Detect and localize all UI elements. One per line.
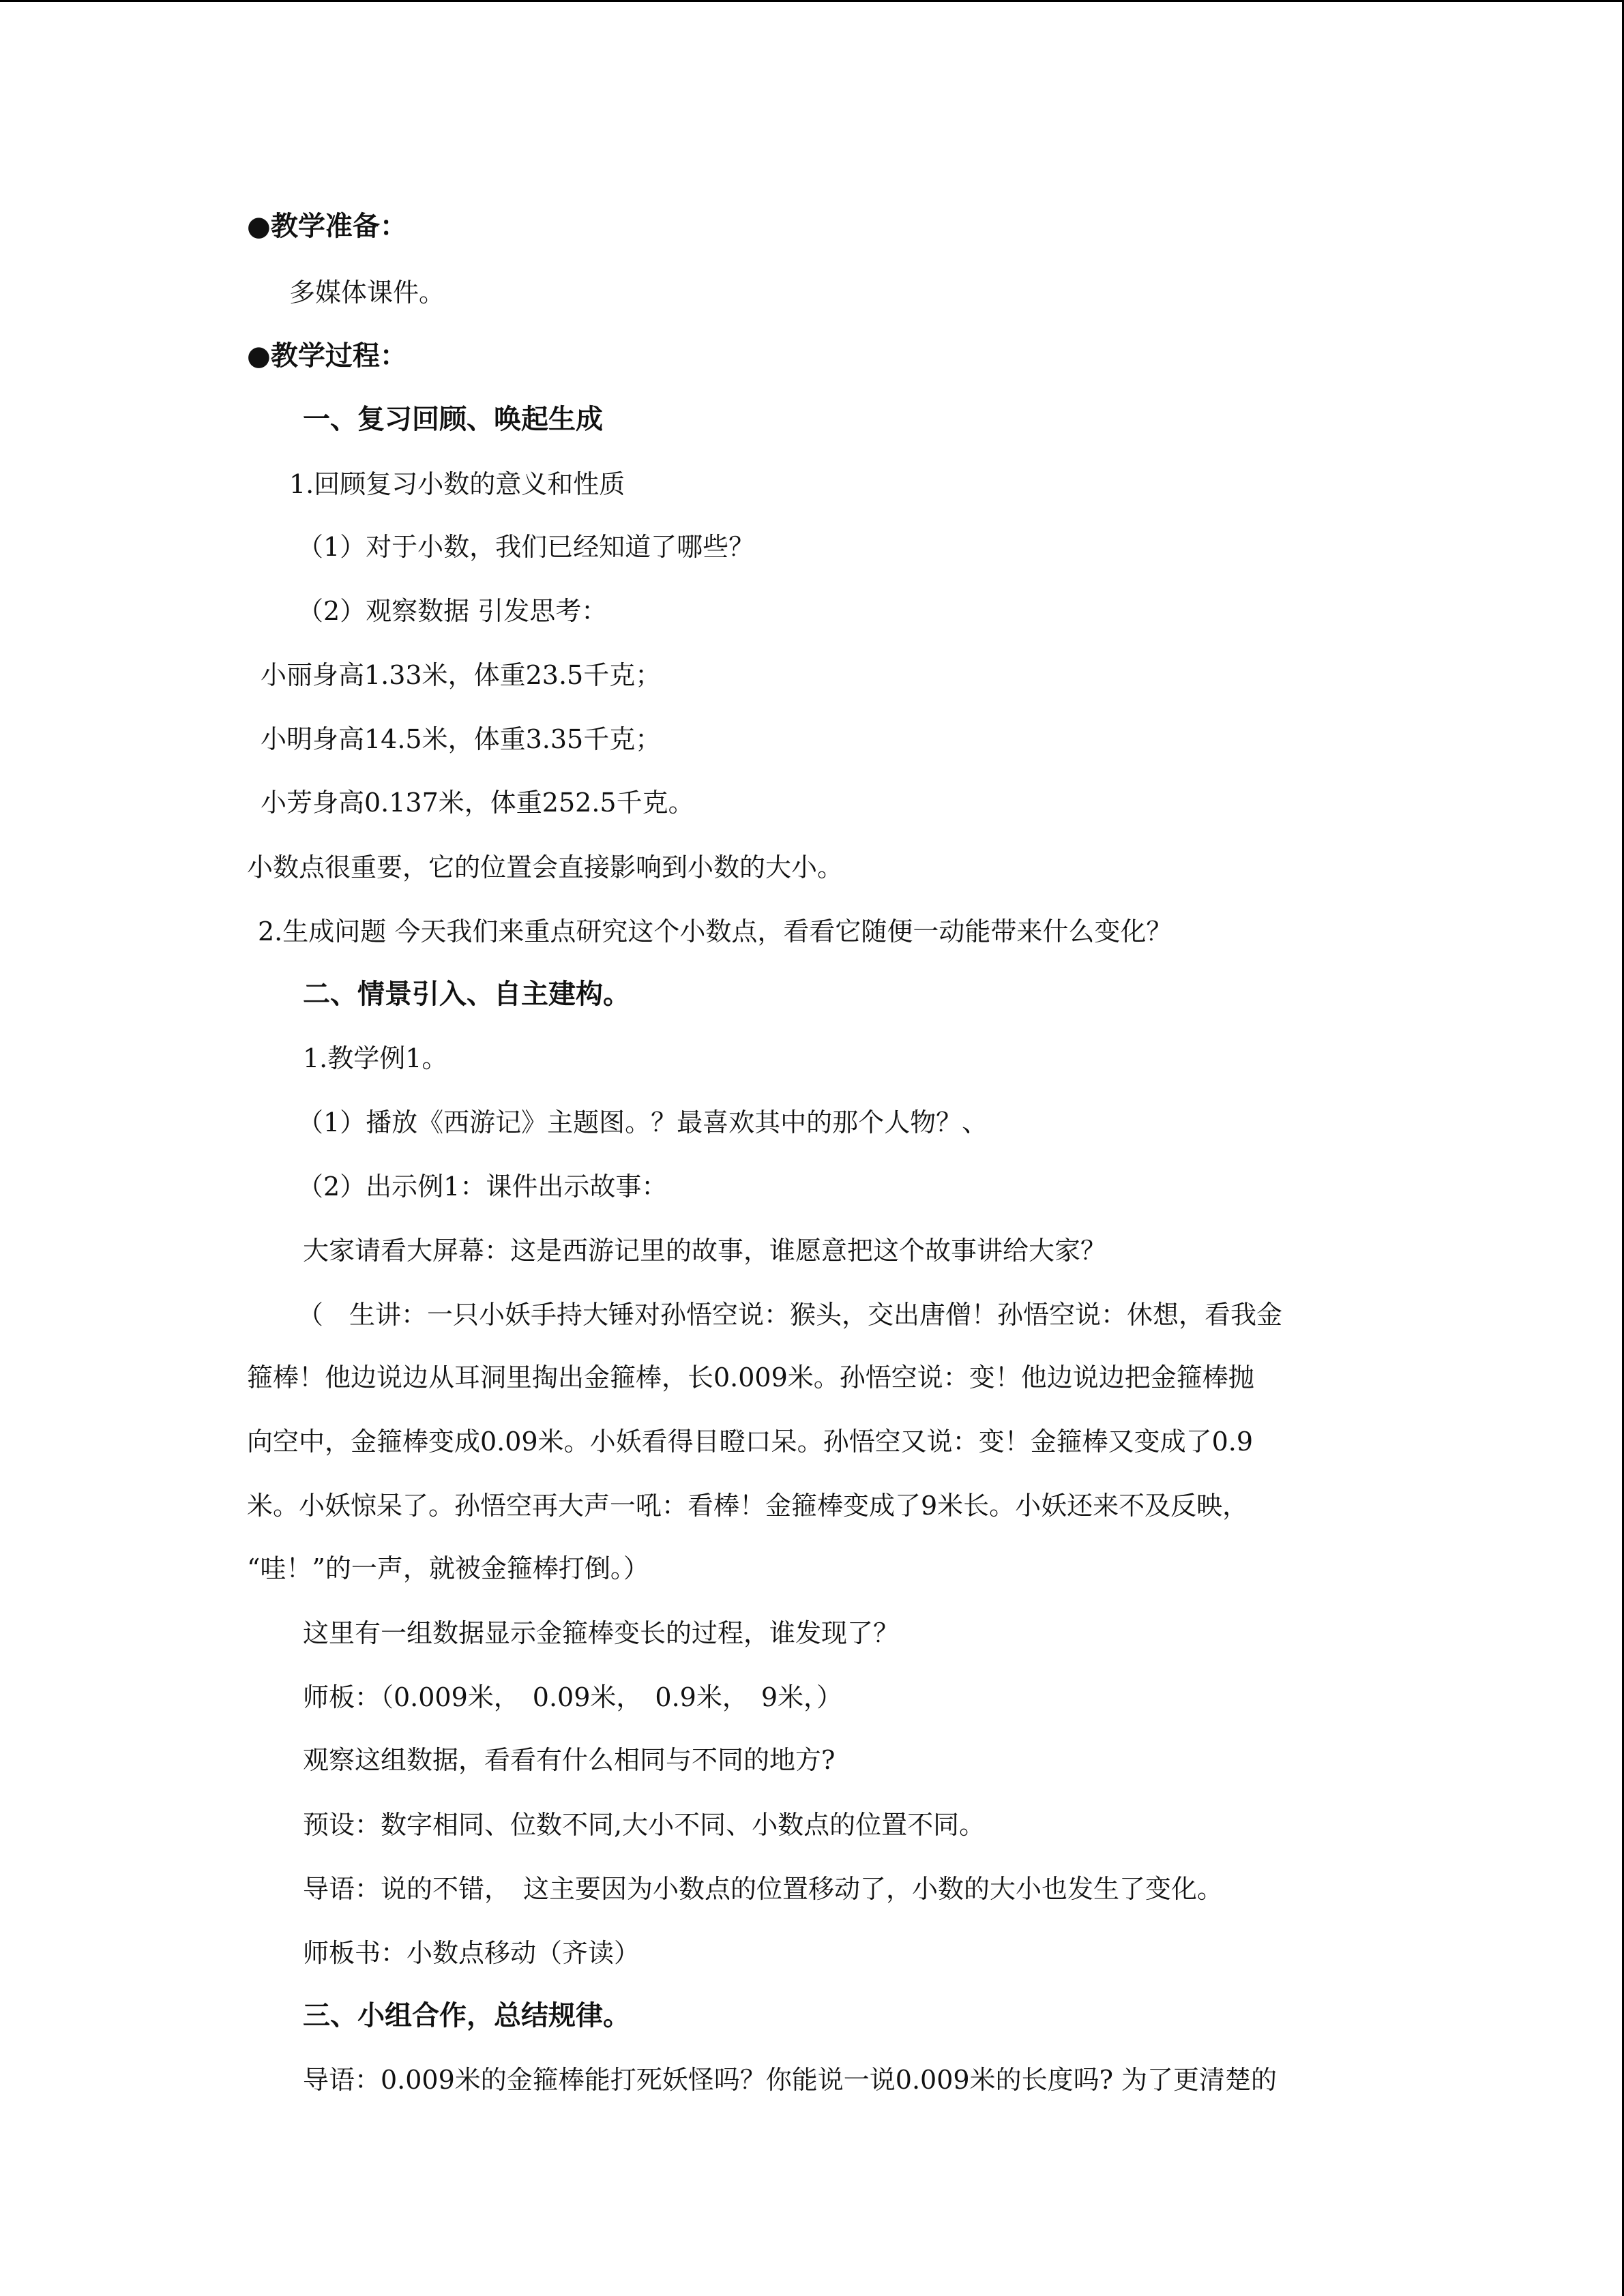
paragraph: （1）播放《西游记》主题图。？最喜欢其中的那个人物？、 xyxy=(297,1107,988,1137)
section-heading-process: ●教学过程： xyxy=(247,340,407,372)
paragraph: （2）出示例1：课件出示故事： xyxy=(297,1172,668,1202)
subheading-scenario: 二、情景引入、自主建构。 xyxy=(303,978,630,1010)
paragraph: 向空中，金箍棒变成0.09米。小妖看得目瞪口呆。孙悟空又说：变！金箍棒又变成了0.9 xyxy=(247,1427,1254,1457)
paragraph: 观察这组数据，看看有什么相同与不同的地方? xyxy=(303,1745,836,1775)
paragraph: 师板：（0.009米， 0.09米， 0.9米， 9米，） xyxy=(303,1682,843,1712)
page-border-top xyxy=(0,0,1624,2)
paragraph: 预设：数字相同、位数不同,大小不同、小数点的位置不同。 xyxy=(303,1810,986,1840)
paragraph: 小数点很重要，它的位置会直接影响到小数的大小。 xyxy=(247,852,844,882)
paragraph: 大家请看大屏幕：这是西游记里的故事，谁愿意把这个故事讲给大家？ xyxy=(303,1236,1107,1266)
paragraph: 2.生成问题 今天我们来重点研究这个小数点，看看它随便一动能带来什么变化？ xyxy=(258,916,1172,946)
paragraph: 师板书：小数点移动（齐读） xyxy=(303,1938,640,1968)
paragraph: 导语：0.009米的金箍棒能打死妖怪吗？你能说一说0.009米的长度吗? 为了更清楚的 xyxy=(303,2065,1278,2095)
paragraph: （1）对于小数，我们已经知道了哪些？ xyxy=(297,532,755,562)
subheading-cooperation: 三、小组合作，总结规律。 xyxy=(303,1999,630,2031)
paragraph: 小明身高14.5米，体重3.35千克； xyxy=(261,724,662,754)
subheading-review: 一、复习回顾、唤起生成 xyxy=(303,403,603,435)
paragraph: 1.回顾复习小数的意义和性质 xyxy=(289,469,625,499)
paragraph: 1.教学例1。 xyxy=(303,1043,448,1073)
paragraph: 米。小妖惊呆了。孙悟空再大声一吼：看棒！金箍棒变成了9米长。小妖还来不及反映， xyxy=(247,1491,1249,1521)
paragraph: 小丽身高1.33米，体重23.5千克； xyxy=(261,660,662,690)
section-heading-preparation: ●教学准备： xyxy=(247,210,407,242)
paragraph: （2）观察数据 引发思考： xyxy=(297,596,608,626)
paragraph: （ 生讲：一只小妖手持大锤对孙悟空说：猴头，交出唐僧！孙悟空说：休想，看我金 xyxy=(297,1300,1283,1330)
paragraph: 小芳身高0.137米，体重252.5千克。 xyxy=(261,788,694,818)
paragraph: “哇！”的一声，就被金箍棒打倒。） xyxy=(247,1553,649,1583)
paragraph: 这里有一组数据显示金箍棒变长的过程，谁发现了？ xyxy=(303,1618,900,1648)
paragraph: 箍棒！他边说边从耳洞里掏出金箍棒，长0.009米。孙悟空说：变！他边说边把金箍棒抛 xyxy=(247,1362,1254,1392)
paragraph: 导语：说的不错， 这主要因为小数点的位置移动了，小数的大小也发生了变化。 xyxy=(303,1874,1224,1904)
paragraph: 多媒体课件。 xyxy=(289,278,445,308)
